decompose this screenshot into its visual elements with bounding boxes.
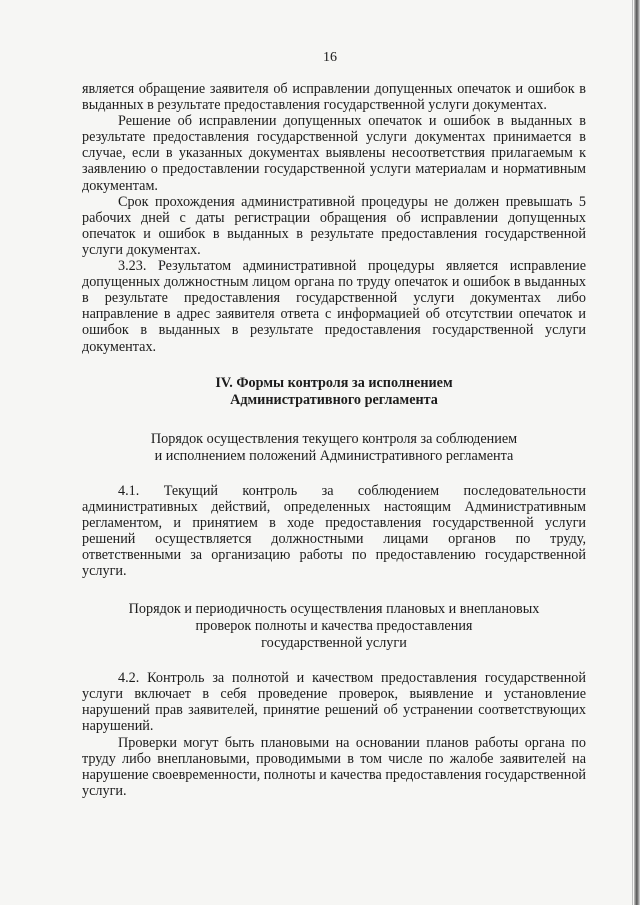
document-body — [82, 81, 586, 799]
subheading-line: проверок полноты и качества предоставления — [195, 618, 473, 635]
subheading — [82, 601, 586, 652]
paragraph: является обращение заявителя об исправлении допущенных опечаток и ошибок в выданных в результате предоставления государственной услуги документах. — [82, 81, 586, 114]
paragraph: Решение об исправлении допущенных опечаток и ошибок в выданных в результате предоставления государственной услуги документах принимается в случае, если в указанных документах выявлены несоответствия прилагаемым к заявлению о предоставлении государственной услуги материалам и нормативным документам. — [82, 113, 586, 194]
subheading-line: государственной услуги — [261, 635, 407, 652]
paragraph: 4.1. Текущий контроль за соблюдением последовательности административных действий, определенных настоящим Административным регламентом, и принятием в ходе предоставления государственной услуги решений осуществляется должностными лицами органов по труду, ответственными за организацию работы по предоставлению государственной услуги. — [82, 482, 586, 580]
scan-edge-line — [632, 0, 633, 905]
paragraph: 3.23. Результатом административной процедуры является исправление допущенных должностным лицом органа по труду опечаток и ошибок в выданных в результате предоставления государственной услуги документах либо направление в адрес заявителя ответа с информацией об отсутствии опечаток и ошибок в выданных в результате предоставления государственной услуги документах. — [82, 258, 586, 355]
paragraph: Срок прохождения административной процедуры не должен превышать 5 рабочих дней с даты регистрации обращения об исправлении допущенных опечаток и ошибок в выданных в результате предоставления государственной услуги документах. — [82, 193, 586, 258]
subheading-line: и исполнением положений Административного регламента — [154, 447, 514, 464]
section-title — [82, 375, 586, 409]
subheading-line: Порядок и периодичность осуществления плановых и внеплановых — [128, 601, 540, 618]
subheading — [82, 431, 586, 465]
section-title-line: Административного регламента — [230, 391, 438, 408]
subheading-line: Порядок осуществления текущего контроля за соблюдением — [150, 430, 518, 447]
page-number: 16 — [323, 50, 337, 65]
scan-edge — [634, 0, 640, 905]
section-title-line: IV. Формы контроля за исполнением — [215, 374, 453, 391]
paragraph: Проверки могут быть плановыми на основании планов работы органа по труду либо внеплановыми, проводимыми в том числе по жалобе заявителей на нарушение своевременности, полноты и качества предоставления государственной услуги. — [82, 734, 587, 799]
paragraph: 4.2. Контроль за полнотой и качеством предоставления государственной услуги включает в себя проведение проверок, выявление и установление нарушений прав заявителей, принятие решений об устранении соответствующих нарушений. — [82, 670, 586, 735]
